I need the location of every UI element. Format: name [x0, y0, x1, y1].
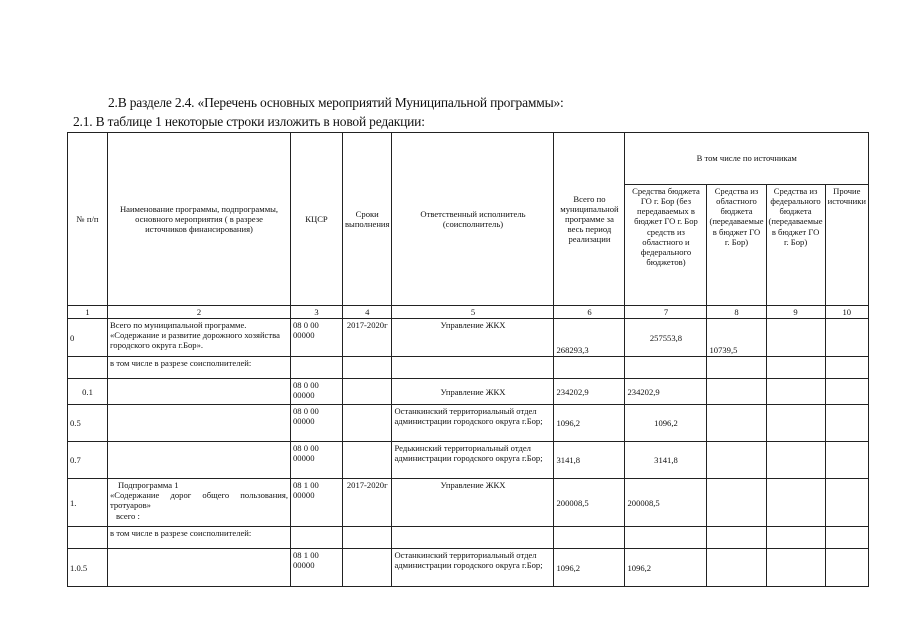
row-executor: Управление ЖКХ: [392, 379, 554, 405]
row-federal: [766, 479, 825, 527]
header-src-local: Средства бюджета ГО г. Бор (без передаваемых в бюджет ГО г. Бор средств из областного и федерального бюджетов): [625, 185, 707, 306]
subprogram-title: Подпрограмма 1: [118, 480, 179, 491]
row-num: 1.0.5: [68, 549, 108, 587]
row-num: 0: [68, 319, 108, 357]
row-total: 234202,9: [554, 379, 625, 405]
row-name: [108, 405, 291, 442]
row-federal: [766, 405, 825, 442]
table-row: [68, 357, 869, 379]
row-local: [625, 357, 707, 379]
col-number: 1: [68, 306, 108, 319]
row-kcsr: 08 0 00 00000: [291, 319, 343, 357]
row-term: [343, 442, 392, 479]
row-federal: [766, 442, 825, 479]
row-total: [554, 357, 625, 379]
row-total: 3141,8: [554, 442, 625, 479]
row-name: [108, 549, 291, 587]
col-number: 4: [343, 306, 392, 319]
subprogram-name: «Содержание дорог общего пользования, тротуаров»: [110, 490, 288, 511]
header-name: Наименование программы, подпрограммы, основного мероприятия ( в разрезе источников финансирования): [108, 133, 291, 306]
header-src-regional: Средства из областного бюджета (передаваемые в бюджет ГО г. Бор): [707, 185, 766, 306]
row-federal: [766, 319, 825, 357]
row-local: 257553,8: [625, 319, 707, 357]
row-local: 1096,2: [625, 549, 707, 587]
row-kcsr: 08 1 00 00000: [291, 549, 343, 587]
section-heading: 2.В разделе 2.4. «Перечень основных мероприятий Муниципальной программы»:: [108, 95, 564, 110]
row-num: 0.7: [68, 442, 108, 479]
row-num: 1.: [68, 479, 108, 527]
row-regional: [707, 379, 766, 405]
header-src-other: Прочие источники: [825, 185, 868, 306]
row-executor: Управление ЖКХ: [392, 319, 554, 357]
row-executor: [392, 357, 554, 379]
row-name: в том числе в разрезе соисполнителей:: [108, 527, 291, 549]
row-executor: [392, 527, 554, 549]
row-term: 2017-2020г: [343, 319, 392, 357]
header-src-federal: Средства из федерального бюджета (передаваемые в бюджет ГО г. Бор): [766, 185, 825, 306]
col-number: 10: [825, 306, 868, 319]
row-executor: Редькинский территориальный отдел администрации городского округа г.Бор;: [392, 442, 554, 479]
row-other: [825, 319, 868, 357]
row-total: [554, 527, 625, 549]
row-term: [343, 379, 392, 405]
table-row: [68, 479, 869, 527]
subprogram-total-label: всего :: [116, 510, 140, 521]
header-executor: Ответственный исполнитель (соисполнитель): [392, 133, 554, 306]
row-total: 268293,3: [554, 319, 625, 357]
row-local: [625, 527, 707, 549]
header-total: Всего по муниципальной программе за весь период реализации: [554, 133, 625, 306]
header-row-top: [68, 133, 869, 185]
header-kcsr: КЦСР: [291, 133, 343, 306]
row-regional: 10739,5: [707, 319, 766, 357]
row-federal: [766, 379, 825, 405]
table-row: [68, 319, 869, 357]
row-regional: [707, 549, 766, 587]
col-number: 7: [625, 306, 707, 319]
row-other: [825, 442, 868, 479]
row-kcsr: 08 0 00 00000: [291, 442, 343, 479]
table-row: [68, 442, 869, 479]
col-number: 5: [392, 306, 554, 319]
row-regional: [707, 357, 766, 379]
row-name: в том числе в разрезе соисполнителей:: [108, 357, 291, 379]
row-executor: Останкинский территориальный отдел администрации городского округа г.Бор;: [392, 549, 554, 587]
row-federal: [766, 549, 825, 587]
row-local: 234202,9: [625, 379, 707, 405]
row-other: [825, 549, 868, 587]
row-executor: Останкинский территориальный отдел администрации городского округа г.Бор;: [392, 405, 554, 442]
row-name: [108, 379, 291, 405]
row-local: 200008,5: [625, 479, 707, 527]
row-term: [343, 527, 392, 549]
row-name: Всего по муниципальной программе. «Содержание и развитие дорожного хозяйства городского округа г.Бор».: [108, 319, 291, 357]
table-row: [68, 549, 869, 587]
row-term: [343, 405, 392, 442]
table-row: [68, 527, 869, 549]
row-kcsr: 08 0 00 00000: [291, 379, 343, 405]
measures-table: [67, 132, 869, 587]
row-term: [343, 549, 392, 587]
table-row: [68, 405, 869, 442]
row-num: [68, 357, 108, 379]
row-kcsr: 08 0 00 00000: [291, 405, 343, 442]
row-name: [108, 479, 291, 527]
row-local: 1096,2: [625, 405, 707, 442]
col-number: 3: [291, 306, 343, 319]
row-kcsr: [291, 357, 343, 379]
header-term: Сроки выполнения: [343, 133, 392, 306]
row-other: [825, 479, 868, 527]
col-number: 2: [108, 306, 291, 319]
row-regional: [707, 527, 766, 549]
row-regional: [707, 479, 766, 527]
column-number-row: [68, 306, 869, 319]
row-local: 3141,8: [625, 442, 707, 479]
row-num: 0.1: [68, 379, 108, 405]
row-total: 1096,2: [554, 405, 625, 442]
subsection-heading: 2.1. В таблице 1 некоторые строки изложить в новой редакции:: [73, 114, 425, 129]
row-regional: [707, 442, 766, 479]
row-kcsr: 08 1 00 00000: [291, 479, 343, 527]
row-other: [825, 357, 868, 379]
row-term: [343, 357, 392, 379]
row-total: 200008,5: [554, 479, 625, 527]
table-row: [68, 379, 869, 405]
col-number: 6: [554, 306, 625, 319]
col-number: 8: [707, 306, 766, 319]
row-federal: [766, 527, 825, 549]
row-other: [825, 405, 868, 442]
row-regional: [707, 405, 766, 442]
row-term: 2017-2020г: [343, 479, 392, 527]
header-num: № п/п: [68, 133, 108, 306]
row-num: [68, 527, 108, 549]
row-federal: [766, 357, 825, 379]
row-kcsr: [291, 527, 343, 549]
header-sources-group: В том числе по источникам: [625, 133, 869, 185]
row-other: [825, 527, 868, 549]
row-num: 0.5: [68, 405, 108, 442]
row-total: 1096,2: [554, 549, 625, 587]
row-other: [825, 379, 868, 405]
row-name: [108, 442, 291, 479]
row-executor: Управление ЖКХ: [392, 479, 554, 527]
col-number: 9: [766, 306, 825, 319]
